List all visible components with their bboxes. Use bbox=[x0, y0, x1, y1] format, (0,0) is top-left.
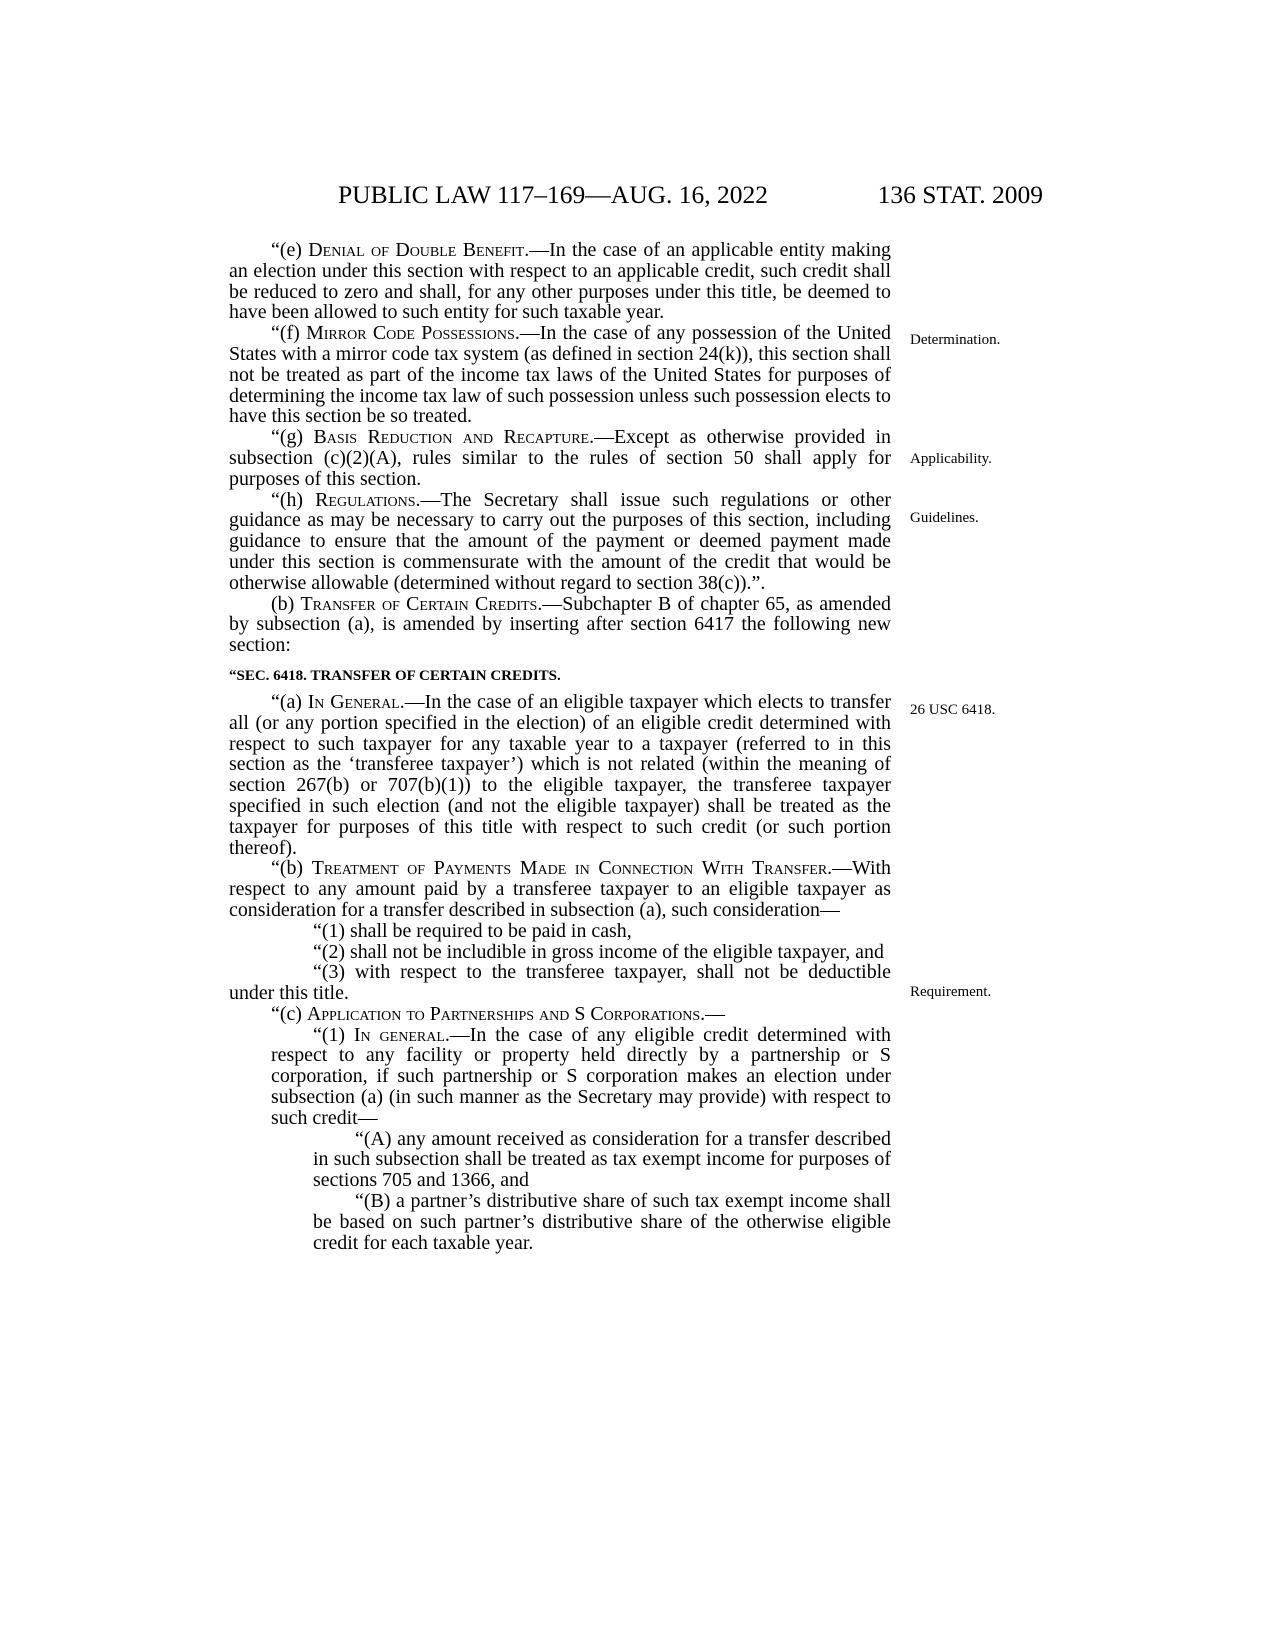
margin-note-requirement: Requirement. bbox=[910, 984, 992, 1000]
subsection-a bbox=[229, 692, 891, 858]
subsection-b-item-1 bbox=[229, 921, 891, 942]
subsection-b-item-2: “(2) shall not be includible in gross income of the eligible taxpayer, and bbox=[313, 940, 884, 963]
subsection-c bbox=[229, 1004, 891, 1025]
para-heading: In general bbox=[353, 1023, 445, 1046]
para-text: .—With respect to any amount paid by a transferee taxpayer to an eligible taxpayer as consideration for a transfer described in subsection (a), such consideration— bbox=[229, 857, 891, 921]
para-prefix: “(f) bbox=[271, 322, 307, 345]
para-heading: Transfer of Certain Credits bbox=[300, 592, 538, 615]
paragraph-h bbox=[229, 490, 891, 594]
paragraph-f bbox=[229, 323, 891, 427]
para-text: .—The Secretary shall issue such regulations or other guidance as may be necessary to carry out the purposes of this section, including guidance to ensure that the amount of the payment or deemed payment made under this section is commensurate with the amount of the credit that would be otherwise allowable (determined without regard to section 38(c)).”. bbox=[229, 488, 891, 594]
para-prefix: “(e) bbox=[271, 239, 309, 261]
para-text: .—Except as otherwise provided in subsection (c)(2)(A), rules similar to the rules of section 50 shall apply for purposes of this section. bbox=[229, 426, 891, 490]
para-prefix: “(b) bbox=[271, 857, 312, 880]
margin-note-usc: 26 USC 6418. bbox=[910, 702, 996, 718]
para-text: .—In the case of any eligible credit determined with respect to any facility or property held directly by a partnership or S corporation, if such partnership or S corporation makes an election under subsection (a) (in such manner as the Secretary may provide) with respect to such credit— bbox=[271, 1023, 892, 1129]
para-text: .—In the case of any possession of the United States with a mirror code tax system (as defined in section 24(k)), this section shall not be treated as part of the income tax laws of the United States for purposes of determining the income tax law of such possession unless such possession elects to have this section be so treated. bbox=[229, 322, 891, 428]
subsection-b bbox=[229, 858, 891, 920]
document-body bbox=[229, 240, 891, 1253]
subsection-c-subparagraph-A: “(A) any amount received as consideration for a transfer described in such subsection shall be treated as tax exempt income for purposes of sections 705 and 1366, and bbox=[313, 1127, 891, 1192]
para-heading: Treatment of Payments Made in Connection With Transfer bbox=[311, 857, 828, 880]
para-heading: In General bbox=[307, 690, 400, 713]
para-heading: Mirror Code Possessions bbox=[306, 322, 515, 345]
para-heading: Regulations bbox=[315, 488, 416, 511]
para-text: .—In the case of an eligible taxpayer which elects to transfer all (or any portion specified in the election) of an eligible credit determined with respect to such taxpayer for any taxable year to a taxpayer (referred to in this section as the ‘transferee taxpayer’) which is not related (within the meaning of section 267(b) or 707(b)(1)) to the eligible taxpayer, the transferee taxpayer specified in such election (and not the eligible taxpayer) shall be treated as the taxpayer for purposes of this title with respect to such credit (or such portion thereof). bbox=[229, 690, 891, 859]
header-title: PUBLIC LAW 117–169—AUG. 16, 2022 bbox=[338, 180, 769, 209]
item-text: “(1) shall be required to be paid in cash, bbox=[313, 919, 632, 942]
page-header bbox=[338, 180, 1043, 214]
section-heading: “SEC. 6418. TRANSFER OF CERTAIN CREDITS. bbox=[229, 667, 561, 684]
subsection-b-item-3: “(3) with respect to the transferee taxpayer, shall not be deductible under this title. bbox=[229, 961, 891, 1005]
margin-note-applicability: Applicability. bbox=[910, 451, 992, 467]
paragraph-g bbox=[229, 427, 891, 489]
margin-note-determination: Determination. bbox=[910, 332, 1001, 348]
para-text: .— bbox=[700, 1002, 725, 1025]
subsection-c-subparagraph-B: “(B) a partner’s distributive share of such tax exempt income shall be based on such partner’s distributive share of the otherwise eligible credit for each taxable year. bbox=[313, 1190, 891, 1254]
paragraph-e bbox=[229, 240, 891, 323]
margin-note-guidelines: Guidelines. bbox=[910, 510, 979, 526]
para-heading: Application to Partnerships and S Corporations bbox=[306, 1002, 701, 1025]
subsection-c-paragraph-1 bbox=[271, 1025, 891, 1129]
para-prefix: “(1) bbox=[313, 1023, 354, 1046]
para-prefix: “(g) bbox=[271, 426, 314, 449]
paragraph-b bbox=[229, 594, 891, 656]
para-prefix: “(c) bbox=[271, 1002, 307, 1025]
para-prefix: “(h) bbox=[271, 488, 316, 511]
para-text: .—Subchapter B of chapter 65, as amended by subsection (a), is amended by inserting after section 6417 the following new section: bbox=[229, 592, 891, 657]
para-text: .—In the case of an applicable entity making an election under this section with respect to an applicable credit, such credit shall be reduced to zero and shall, for any other purposes under this title, be deemed to have been allowed to such entity for such taxable year. bbox=[229, 239, 891, 324]
para-heading: Denial of Double Benefit bbox=[308, 239, 525, 261]
para-prefix: (b) bbox=[271, 592, 301, 615]
header-page-number: 136 STAT. 2009 bbox=[877, 180, 1043, 209]
para-prefix: “(a) bbox=[271, 690, 308, 713]
para-heading: Basis Reduction and Recapture bbox=[313, 426, 590, 449]
